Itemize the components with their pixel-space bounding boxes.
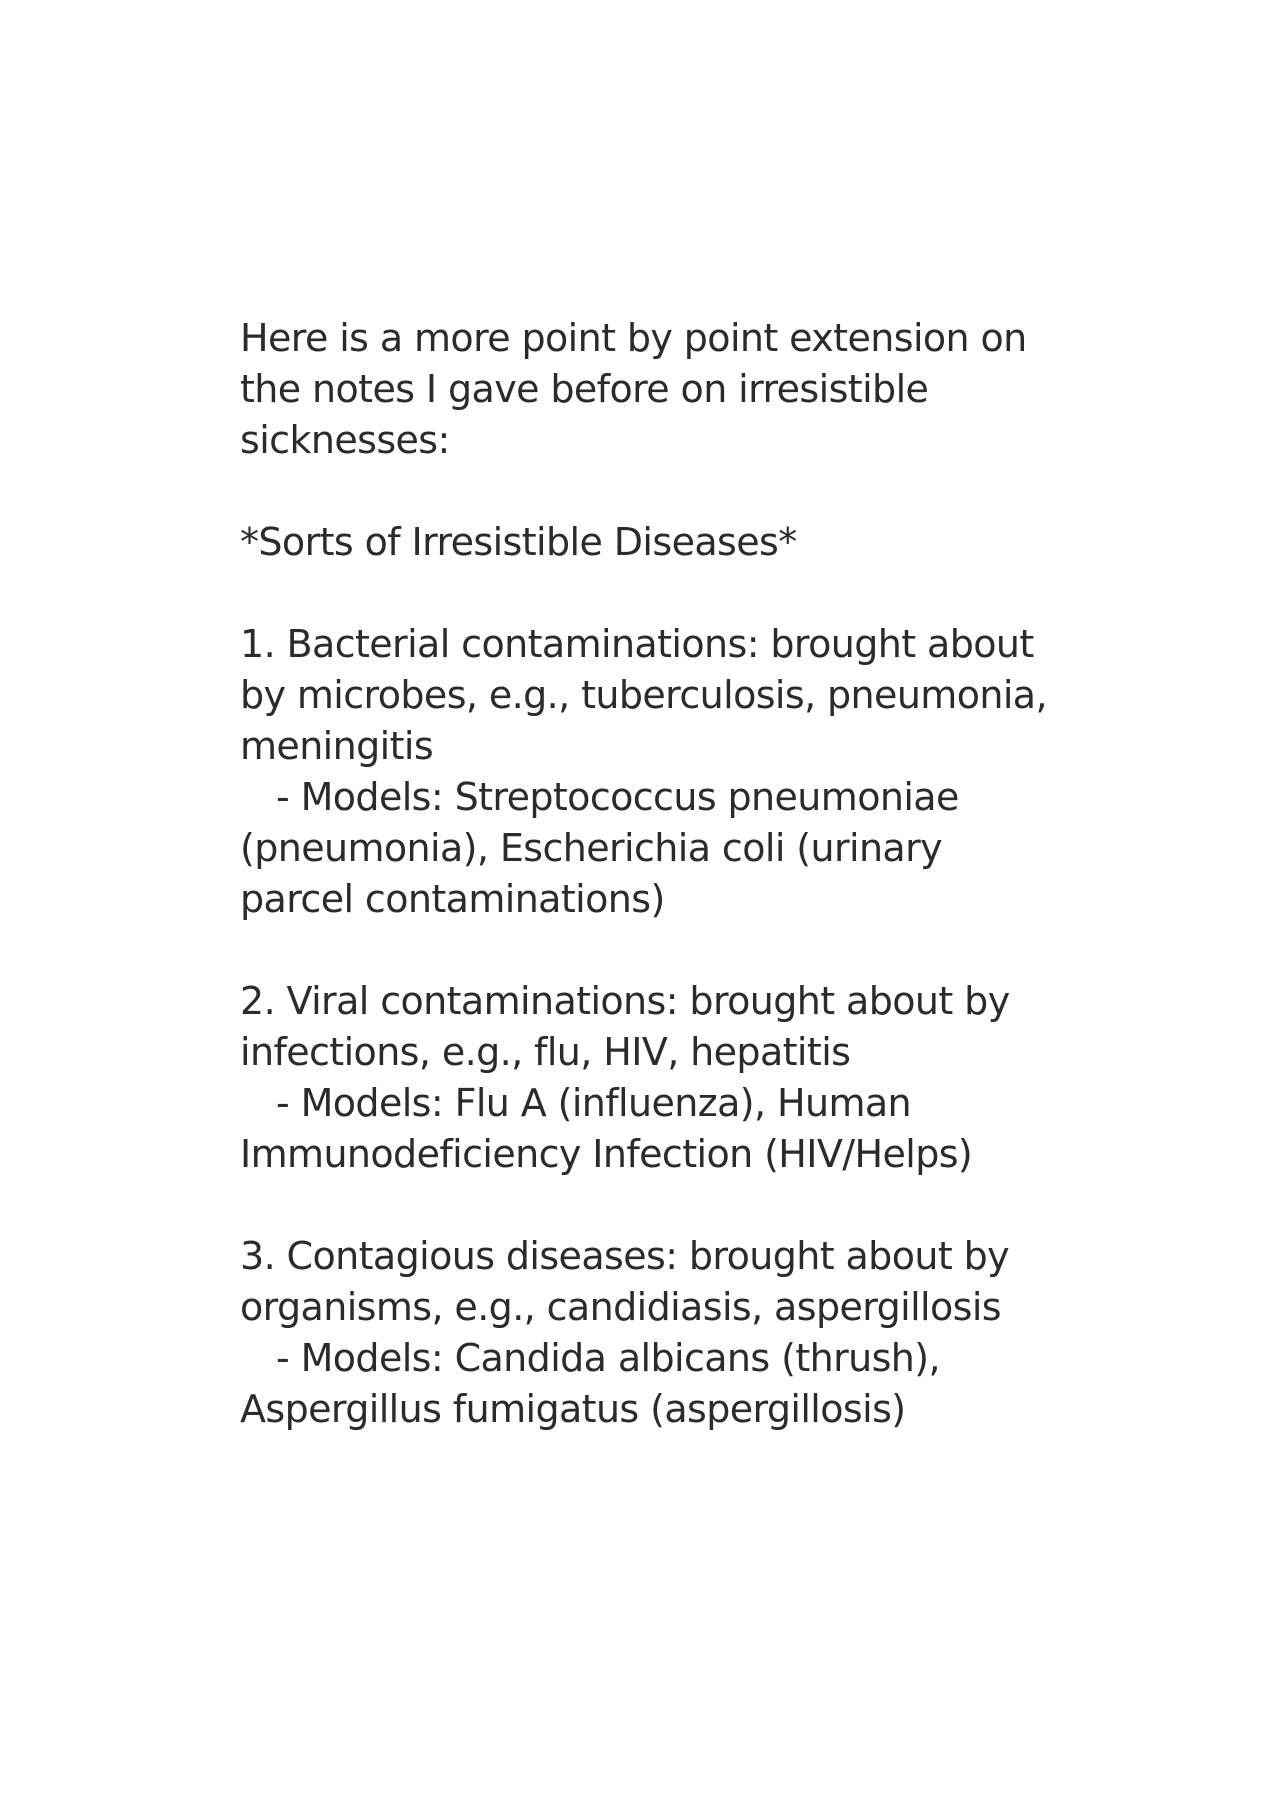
models-line: (pneumonia), Escherichia coli (urinary: [240, 826, 943, 870]
paragraph-gap: [240, 925, 1080, 976]
section-bacterial: [240, 619, 1080, 925]
paragraph-gap: [240, 568, 1080, 619]
section-line: meningitis: [240, 724, 434, 768]
models-line: Aspergillus fumigatus (aspergillosis): [240, 1387, 906, 1431]
intro-line: sicknesses:: [240, 418, 450, 462]
models-line: parcel contaminations): [240, 877, 665, 921]
models-line: Immunodeficiency Infection (HIV/Helps): [240, 1132, 973, 1176]
section-heading: *Sorts of Irresistible Diseases*: [240, 520, 797, 564]
section-fungal: [240, 1231, 1080, 1435]
paragraph-gap: [240, 466, 1080, 517]
models-line: - Models: Flu A (influenza), Human: [276, 1081, 912, 1125]
intro-paragraph: [240, 313, 1080, 466]
section-viral: [240, 976, 1080, 1180]
document-body: [240, 313, 1080, 1435]
models-line: - Models: Candida albicans (thrush),: [276, 1336, 940, 1380]
section-line: infections, e.g., flu, HIV, hepatitis: [240, 1030, 851, 1074]
section-line: organisms, e.g., candidiasis, aspergillosis: [240, 1285, 1001, 1329]
section-line: by microbes, e.g., tuberculosis, pneumonia,: [240, 673, 1047, 717]
intro-line: the notes I gave before on irresistible: [240, 367, 929, 411]
paragraph-gap: [240, 1180, 1080, 1231]
section-line: 2. Viral contaminations: brought about by: [240, 979, 1010, 1023]
section-line: 1. Bacterial contaminations: brought about: [240, 622, 1034, 666]
section-line: 3. Contagious diseases: brought about by: [240, 1234, 1010, 1278]
models-line: - Models: Streptococcus pneumoniae: [276, 775, 959, 819]
intro-line: Here is a more point by point extension on: [240, 316, 1027, 360]
